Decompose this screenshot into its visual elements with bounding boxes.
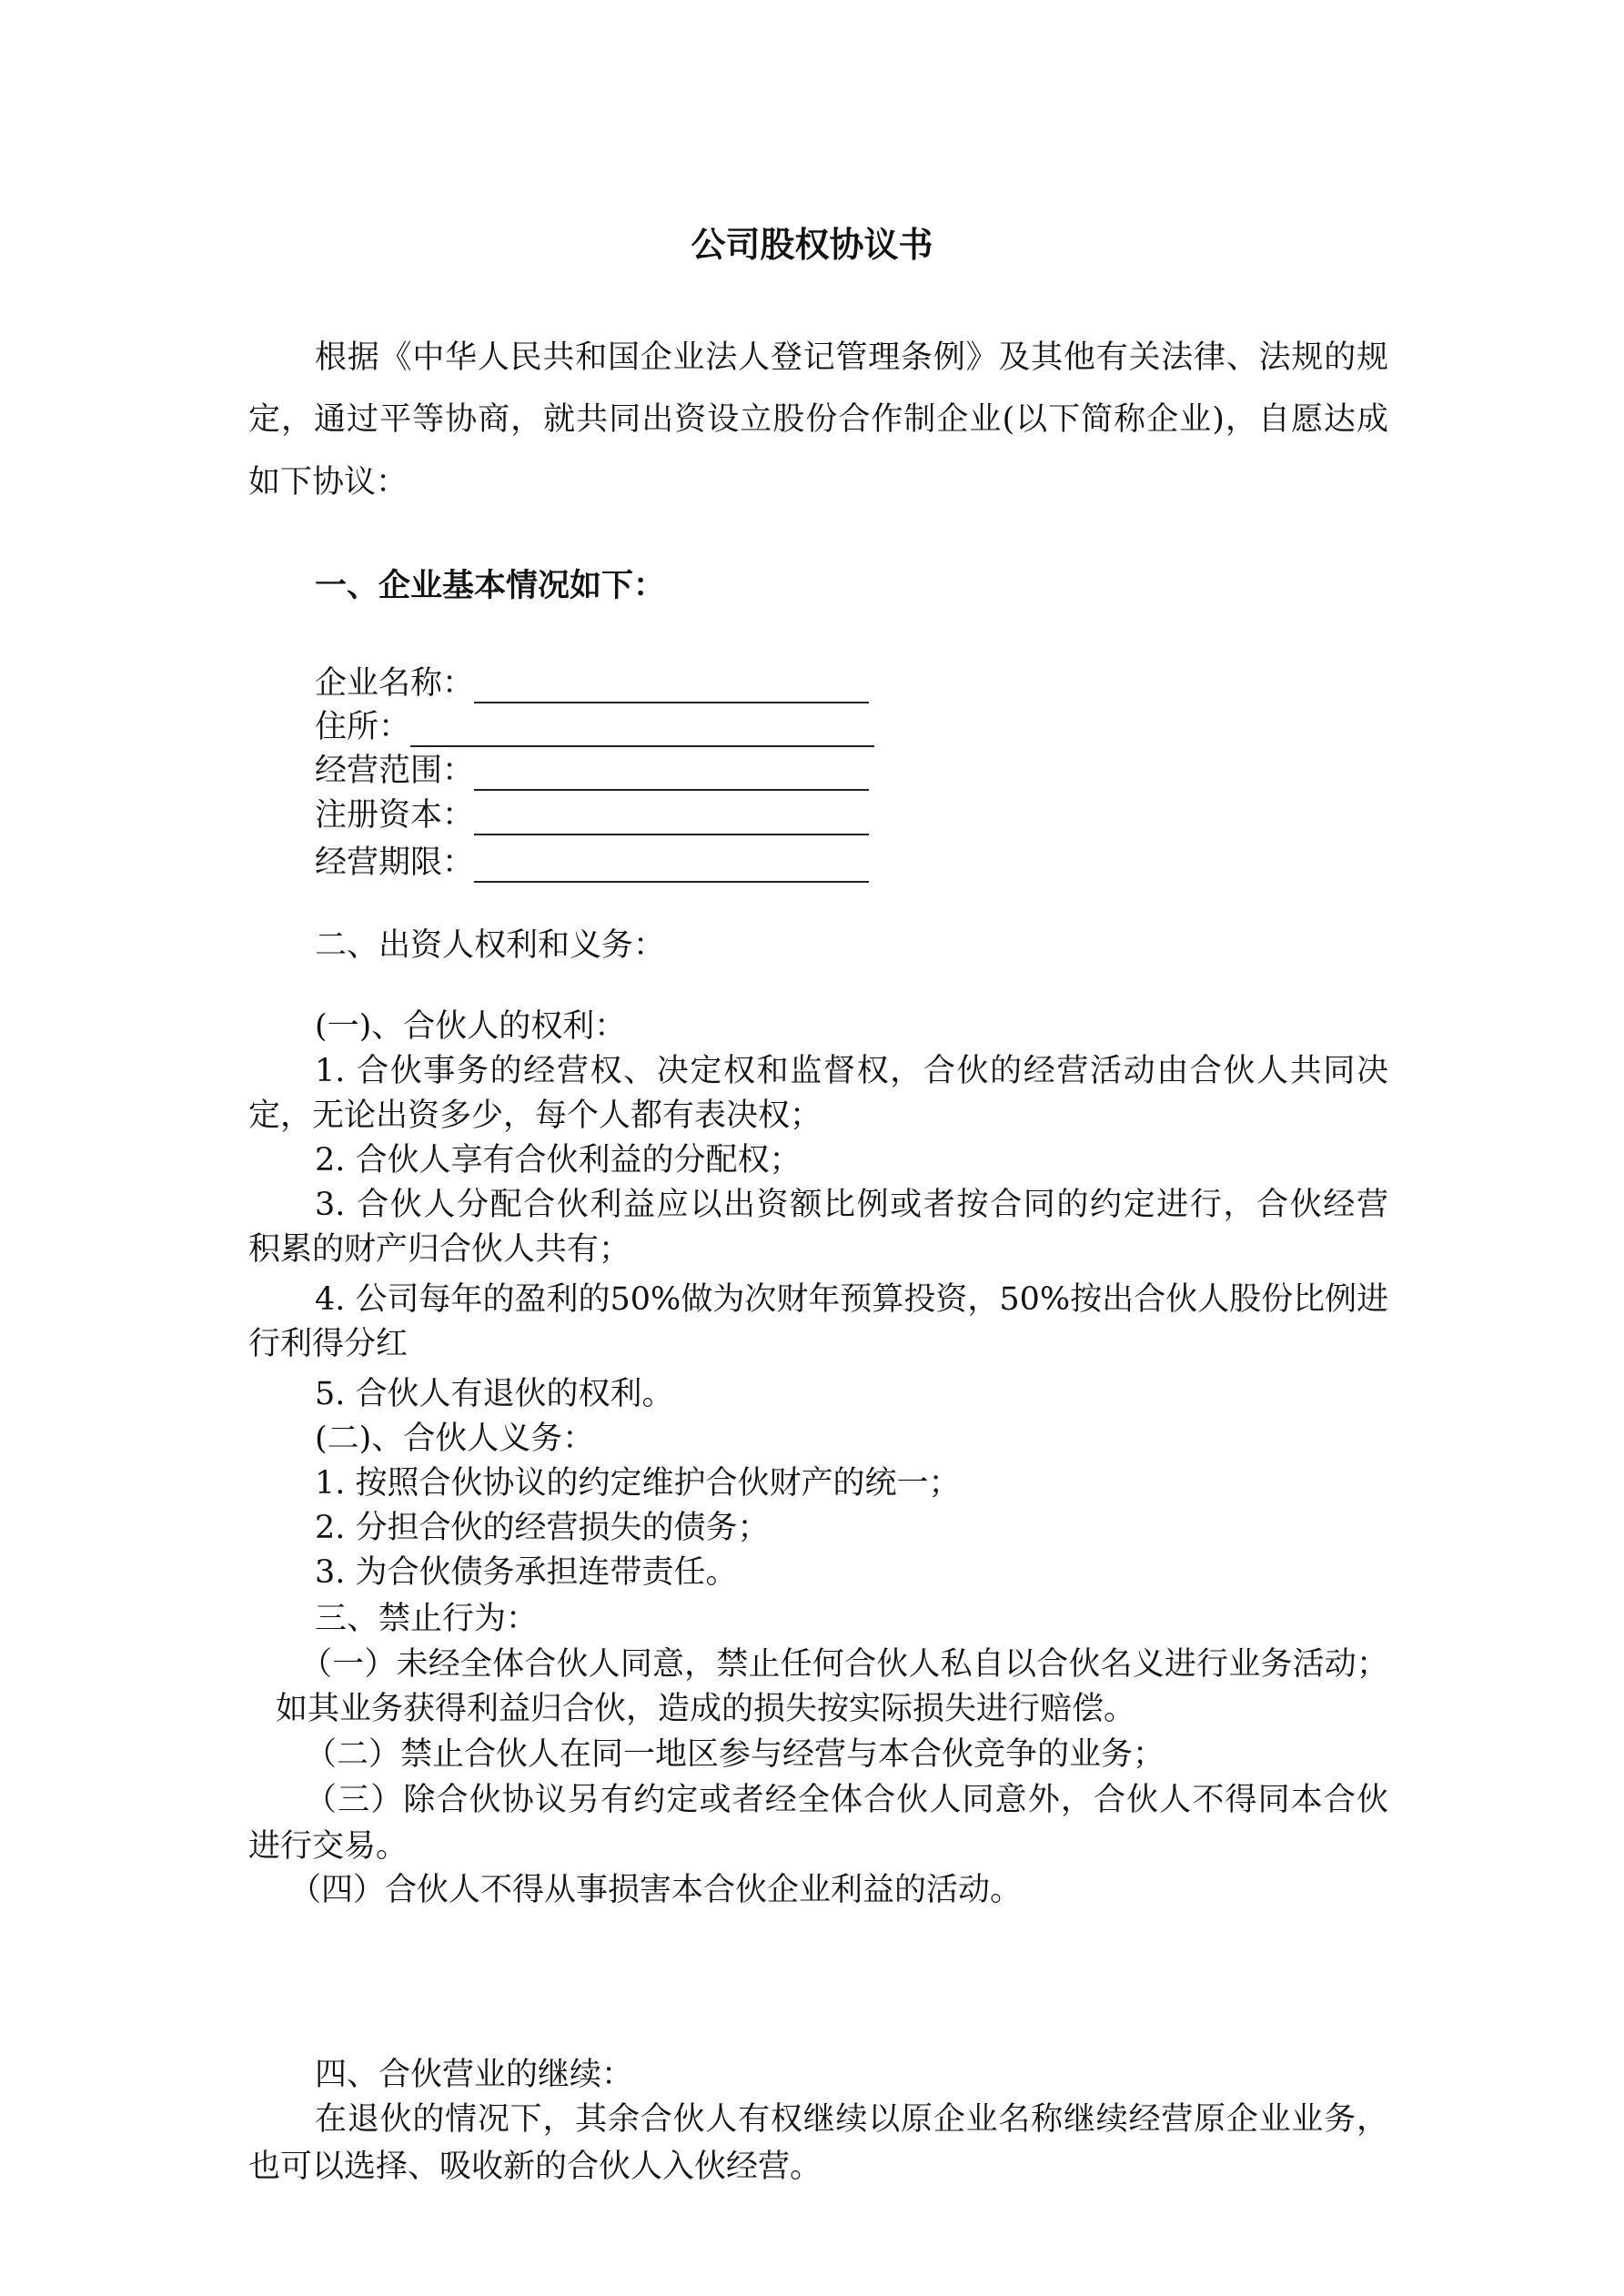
rights-line: 5. 合伙人有退伙的权利。: [315, 1376, 674, 1412]
field-label: 注册资本：: [315, 797, 475, 834]
field-blank[interactable]: [474, 803, 869, 835]
section4-heading: 四、合伙营业的继续：: [315, 2057, 634, 2093]
rights-heading: (一)、合伙人的权利：: [315, 1008, 627, 1045]
rights-line: 4. 公司每年的盈利的50%做为次财年预算投资，50%按出合伙人股份比例进: [315, 1281, 1389, 1318]
rights-line: 积累的财产归合伙人共有；: [248, 1231, 631, 1268]
prohibition-line: （四）合伙人不得从事损害本合伙企业利益的活动。: [289, 1872, 1023, 1908]
rights-line: 定，无论出资多少，每个人都有表决权；: [248, 1097, 822, 1134]
field-term: [315, 843, 869, 883]
duties-line: 2. 分担合伙的经营损失的债务；: [315, 1510, 770, 1546]
prohibition-line: （三）除合伙协议另有约定或者经全体合伙人同意外，合伙人不得同本合伙: [305, 1782, 1388, 1818]
field-company-name: [315, 663, 869, 703]
rights-line: 3. 合伙人分配合伙利益应以出资额比例或者按合同的约定进行，合伙经营: [315, 1187, 1388, 1223]
prohibition-line: 进行交易。: [248, 1828, 409, 1865]
rights-line: 2. 合伙人享有合伙利益的分配权；: [315, 1142, 802, 1178]
field-label: 住所：: [315, 709, 411, 745]
field-label: 企业名称：: [315, 665, 475, 702]
duties-line: 1. 按照合伙协议的约定维护合伙财产的统一；: [315, 1465, 961, 1502]
field-label: 经营范围：: [315, 753, 475, 789]
continuation-line: 也可以选择、吸收新的合伙人入伙经营。: [248, 2149, 822, 2185]
prohibition-line: 如其业务获得利益归合伙，造成的损失按实际损失进行赔偿。: [276, 1691, 1136, 1727]
field-blank[interactable]: [474, 758, 869, 791]
field-business-scope: [315, 751, 869, 791]
field-blank[interactable]: [410, 714, 874, 747]
field-blank[interactable]: [474, 850, 869, 883]
document-title: 公司股权协议书: [691, 224, 933, 265]
preamble-line: 定，通过平等协商，就共同出资设立股份合作制企业(以下简称企业)，自愿达成: [248, 401, 1388, 438]
field-blank[interactable]: [474, 671, 869, 703]
section2-heading: 二、出资人权利和义务：: [315, 927, 666, 964]
field-label: 经营期限：: [315, 845, 475, 881]
rights-line: 1. 合伙事务的经营权、决定权和监督权，合伙的经营活动由合伙人共同决: [315, 1053, 1388, 1089]
field-registered-capital: [315, 795, 869, 835]
preamble-line: 如下协议：: [248, 464, 409, 501]
prohibition-line: （一）未经全体合伙人同意，禁止任何合伙人私自以合伙名义进行业务活动；: [300, 1646, 1388, 1683]
preamble-line: 根据《中华人民共和国企业法人登记管理条例》及其他有关法律、法规的规: [315, 339, 1388, 376]
rights-line: 行利得分红: [248, 1326, 409, 1362]
prohibition-line: （二）禁止合伙人在同一地区参与经营与本合伙竞争的业务；: [305, 1736, 1165, 1773]
duties-line: 3. 为合伙债务承担连带责任。: [315, 1554, 738, 1591]
section1-heading: 一、企业基本情况如下：: [315, 567, 666, 604]
section3-heading: 三、禁止行为：: [315, 1601, 539, 1637]
continuation-line: 在退伙的情况下，其余合伙人有权继续以原企业名称继续经营原企业业务，: [315, 2101, 1388, 2138]
duties-heading: (二)、合伙人义务：: [315, 1421, 595, 1457]
field-address: [315, 707, 874, 747]
